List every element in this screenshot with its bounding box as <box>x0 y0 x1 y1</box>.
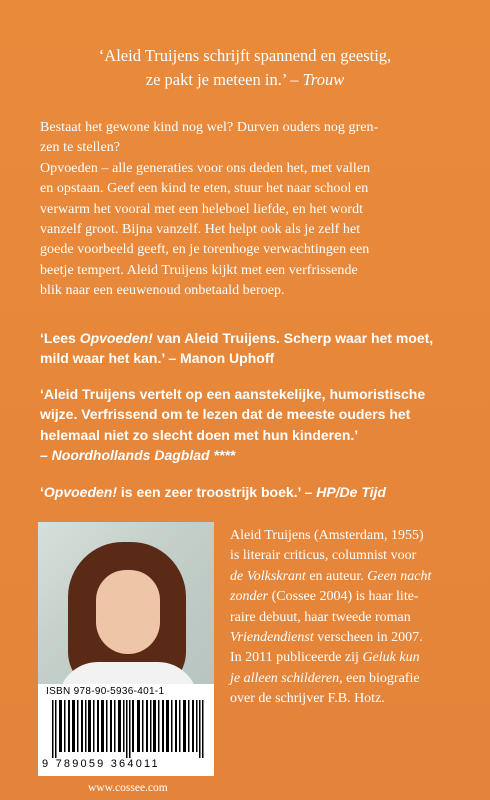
isbn-label: ISBN 978-90-5936-401-1 <box>46 686 165 697</box>
review-uphoff <box>40 328 458 369</box>
blurb-line: en opstaan. Geef een kind te eten, stuur het naar school en <box>40 181 369 197</box>
blurb-line: Opvoeden – alle generaties voor ons deden het, met vallen <box>40 160 371 176</box>
bio-text: In 2011 publiceerde zij <box>230 650 363 666</box>
blurb-line: vanzelf groot. Bijna vanzelf. Het helpt ook als je zelf het <box>40 222 361 238</box>
blurb-line: zen te stellen? <box>40 140 121 156</box>
top-quote <box>40 44 450 92</box>
bio-em: de Volkskrant <box>230 568 306 584</box>
review1-post: van Aleid Truijens. Scherp waar het moet, <box>152 330 434 346</box>
review2-line2: wijze. Verfrissend om te lezen dat de meeste ouders het <box>40 406 411 423</box>
bio-em: zonder <box>230 589 269 605</box>
author-photo-face <box>96 570 160 654</box>
blurb-line: verwarm het vooral met een heleboel liefde, en het wordt <box>40 201 364 217</box>
review3-post: is een zeer troostrijk boek.’ – <box>117 484 317 500</box>
review-hp-de-tijd <box>40 482 458 502</box>
review-noordhollands <box>40 384 458 466</box>
barcode-digits: 9 789059 364011 <box>42 758 160 770</box>
bio-em: Geen nacht <box>367 568 432 584</box>
review3-title: Opvoeden! <box>43 484 118 500</box>
blurb-line: goede voorbeeld geeft, en je torenhoge verwachtingen een <box>40 242 370 258</box>
review2-line3: helemaal niet zo slecht doen met hun kinderen.’ <box>40 426 359 443</box>
bio-line: raire debuut, haar tweede roman <box>230 609 411 625</box>
bio-line: Aleid Truijens (Amsterdam, 1955) <box>230 528 424 543</box>
review3-pre: ‘ <box>40 484 44 500</box>
blurb-text <box>40 118 458 302</box>
top-quote-source: Trouw <box>302 70 345 89</box>
bio-text: (Cossee 2004) is haar lite- <box>268 589 419 605</box>
review2-source: – Noordhollands Dagblad **** <box>40 447 236 464</box>
review2-line1: ‘Aleid Truijens vertelt op een aanstekelijke, humoristische <box>40 386 426 402</box>
blurb-line: blik naar een eeuwenoud onbetaald beroep. <box>40 283 285 299</box>
bio-em: Vriendendienst <box>230 630 314 646</box>
publisher-url[interactable]: www.cossee.com <box>88 782 168 794</box>
review1-pre: ‘Lees <box>40 330 80 346</box>
review1-line2: mild waar het kan.’ – Manon Uphoff <box>40 350 275 367</box>
bio-line: over de schrijver F.B. Hotz. <box>230 691 385 707</box>
bio-text: verscheen in 2007. <box>313 630 423 646</box>
barcode-bars <box>52 700 204 758</box>
blurb-line: beetje tempert. Aleid Truijens kijkt met een verfrissende <box>40 262 358 278</box>
top-quote-line2: ze pakt je meteen in.’ – <box>145 70 303 89</box>
review1-title: Opvoeden! <box>79 330 153 346</box>
blurb-line: Bestaat het gewone kind nog wel? Durven ouders nog gren- <box>40 120 379 135</box>
bio-em: je alleen schilderen <box>230 670 340 686</box>
bio-text: en auteur. <box>305 568 368 584</box>
author-bio <box>230 526 462 710</box>
review3-source: HP/De Tijd <box>316 484 386 500</box>
top-quote-line1: ‘Aleid Truijens schrijft spannend en geestig, <box>98 46 392 65</box>
bio-em: Geluk kun <box>362 650 420 666</box>
bio-line: is literair criticus, columnist voor <box>230 548 417 564</box>
bio-text: , een biografie <box>339 670 420 686</box>
barcode <box>38 684 214 776</box>
